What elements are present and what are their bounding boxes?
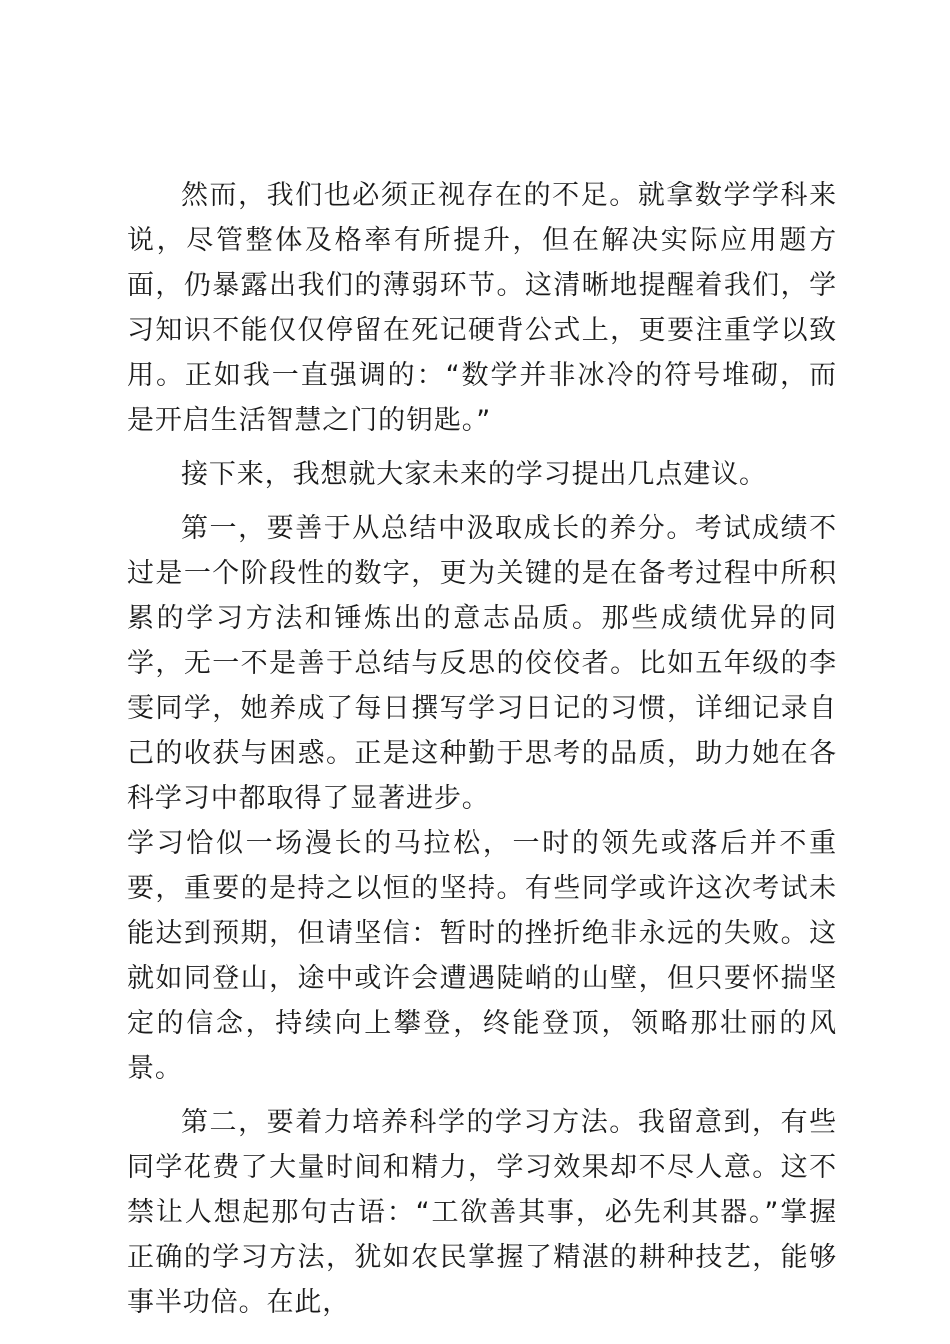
paragraph-second-suggestion: 第二，要着力培养科学的学习方法。我留意到，有些同学花费了大量时间和精力，学习效果却不尽人意。这不禁让人想起那句古语：“工欲善其事，必先利其器。”掌握正确的学习方法，犹如农民掌握了精湛的耕种技艺，能够事半功倍。在此， xyxy=(127,1107,837,1318)
paragraph-gap xyxy=(127,443,837,452)
paragraph-gap xyxy=(127,1091,837,1100)
paragraph-suggestions-intro: 接下来，我想就大家未来的学习提出几点建议。 xyxy=(181,459,767,490)
paragraph-gap xyxy=(127,497,837,506)
paragraph-marathon: 学习恰似一场漫长的马拉松，一时的领先或落后并不重要，重要的是持之以恒的坚持。有些同学或许这次考试未能达到预期，但请坚信：暂时的挫折绝非永远的失败。这就如同登山，途中或许会遭遇陡峭的山壁，但只要怀揣坚定的信念，持续向上攀登，终能登顶，领略那壮丽的风景。 xyxy=(127,828,837,1084)
paragraph-shortcomings: 然而，我们也必须正视存在的不足。就拿数学学科来说，尽管整体及格率有所提升，但在解决实际应用题方面，仍暴露出我们的薄弱环节。这清晰地提醒着我们，学习知识不能仅仅停留在死记硬背公式上，更要注重学以致用。正如我一直强调的：“数学并非冰冷的符号堆砌，而是开启生活智慧之门的钥匙。” xyxy=(127,180,837,436)
paragraph-first-suggestion: 第一，要善于从总结中汲取成长的养分。考试成绩不过是一个阶段性的数字，更为关键的是在备考过程中所积累的学习方法和锤炼出的意志品质。那些成绩优异的同学，无一不是善于总结与反思的佼佼者。比如五年级的李雯同学，她养成了每日撰写学习日记的习惯，详细记录自己的收获与困惑。正是这种勤于思考的品质，助力她在各科学习中都取得了显著进步。 xyxy=(127,513,837,814)
document-body xyxy=(127,173,837,1325)
